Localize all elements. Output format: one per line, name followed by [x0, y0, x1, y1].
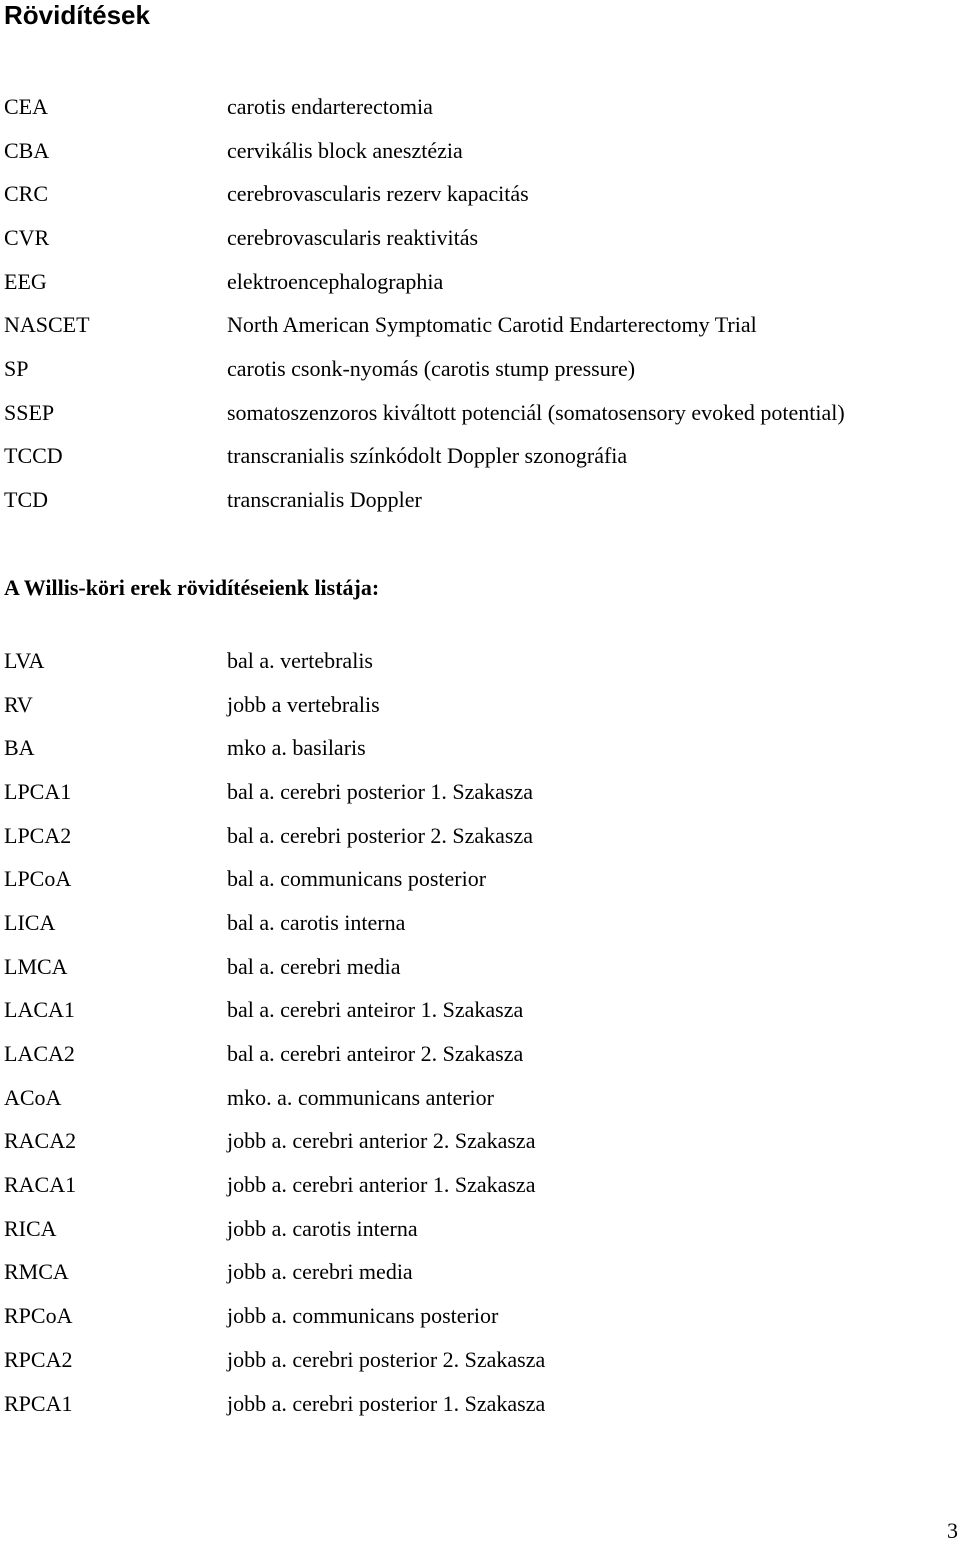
abbreviation-definition: carotis endarterectomia	[227, 93, 433, 119]
willis-row	[4, 1294, 954, 1338]
vessel-abbreviation: LPCA1	[4, 778, 72, 804]
vessel-definition: bal a. cerebri posterior 1. Szakasza	[227, 778, 534, 804]
vessel-definition: jobb a. carotis interna	[227, 1215, 418, 1241]
abbreviation-list	[4, 85, 954, 522]
abbreviation-row	[4, 478, 954, 522]
abbreviation-term: EEG	[4, 268, 47, 294]
willis-row	[4, 989, 954, 1033]
abbreviation-term: CVR	[4, 224, 50, 250]
abbreviation-row	[4, 85, 954, 129]
vessel-abbreviation: RMCA	[4, 1259, 69, 1285]
vessel-definition: jobb a. cerebri anterior 2. Szakasza	[227, 1128, 536, 1154]
vessel-abbreviation: BA	[4, 735, 35, 761]
vessel-abbreviation: LICA	[4, 909, 56, 935]
vessel-abbreviation: ACoA	[4, 1084, 62, 1110]
vessel-definition: jobb a. cerebri posterior 2. Szakasza	[227, 1346, 546, 1372]
willis-row	[4, 639, 954, 683]
vessel-definition: mko a. basilaris	[227, 735, 366, 761]
vessel-definition: jobb a. cerebri media	[227, 1259, 413, 1285]
abbreviation-term: SP	[4, 355, 29, 381]
abbreviation-definition: elektroencephalographia	[227, 268, 444, 294]
vessel-abbreviation: RV	[4, 691, 33, 717]
willis-row	[4, 770, 954, 814]
willis-row	[4, 814, 954, 858]
abbreviation-term: NASCET	[4, 312, 90, 338]
willis-row	[4, 1382, 954, 1426]
abbreviation-definition: somatoszenzoros kiváltott potenciál (somatosensory evoked potential)	[227, 399, 845, 425]
willis-row	[4, 726, 954, 770]
willis-row	[4, 1120, 954, 1164]
willis-row	[4, 1163, 954, 1207]
page-title: Rövidítések	[4, 0, 150, 30]
willis-row	[4, 1338, 954, 1382]
vessel-definition: bal a. cerebri anteiror 1. Szakasza	[227, 997, 524, 1023]
abbreviation-row	[4, 216, 954, 260]
vessel-abbreviation: RICA	[4, 1215, 57, 1241]
abbreviation-definition: transcranialis színkódolt Doppler szonográfia	[227, 443, 628, 469]
willis-row	[4, 857, 954, 901]
vessel-abbreviation: RACA2	[4, 1128, 77, 1154]
vessel-definition: bal a. vertebralis	[227, 647, 373, 673]
vessel-abbreviation: LVA	[4, 647, 45, 673]
vessel-definition: jobb a. cerebri anterior 1. Szakasza	[227, 1172, 536, 1198]
vessel-abbreviation: LPCoA	[4, 866, 72, 892]
willis-row	[4, 1251, 954, 1295]
willis-row	[4, 945, 954, 989]
vessel-abbreviation: LACA2	[4, 1041, 75, 1067]
abbreviation-term: TCD	[4, 487, 48, 513]
vessel-definition: jobb a vertebralis	[227, 691, 380, 717]
vessel-abbreviation: LACA1	[4, 997, 75, 1023]
abbreviation-row	[4, 129, 954, 173]
abbreviation-definition: North American Symptomatic Carotid Endarterectomy Trial	[227, 312, 757, 338]
abbreviation-definition: carotis csonk-nyomás (carotis stump pressure)	[227, 355, 636, 381]
abbreviation-term: CEA	[4, 93, 48, 119]
willis-abbreviation-list	[4, 639, 954, 1425]
abbreviation-term: CBA	[4, 137, 50, 163]
abbreviation-row	[4, 172, 954, 216]
vessel-abbreviation: RPCoA	[4, 1303, 73, 1329]
abbreviation-term: CRC	[4, 181, 49, 207]
vessel-abbreviation: LMCA	[4, 953, 68, 979]
vessel-definition: jobb a. cerebri posterior 1. Szakasza	[227, 1390, 546, 1416]
willis-row	[4, 1207, 954, 1251]
abbreviation-term: SSEP	[4, 399, 55, 425]
vessel-abbreviation: RPCA1	[4, 1390, 73, 1416]
vessel-abbreviation: RACA1	[4, 1172, 77, 1198]
abbreviation-row	[4, 347, 954, 391]
vessel-definition: bal a. cerebri anteiror 2. Szakasza	[227, 1041, 524, 1067]
abbreviation-row	[4, 303, 954, 347]
abbreviation-row	[4, 260, 954, 304]
vessel-abbreviation: RPCA2	[4, 1346, 73, 1372]
abbreviation-row	[4, 435, 954, 479]
willis-section-heading: A Willis-köri erek rövidítéseienk listája:	[4, 575, 380, 600]
abbreviation-row	[4, 391, 954, 435]
willis-row	[4, 1032, 954, 1076]
abbreviation-definition: cerebrovascularis rezerv kapacitás	[227, 181, 529, 207]
abbreviation-definition: transcranialis Doppler	[227, 487, 422, 513]
vessel-definition: bal a. cerebri media	[227, 953, 401, 979]
abbreviation-definition: cervikális block anesztézia	[227, 137, 463, 163]
willis-row	[4, 683, 954, 727]
page-number: 3	[947, 1518, 958, 1543]
abbreviation-definition: cerebrovascularis reaktivitás	[227, 224, 479, 250]
abbreviation-term: TCCD	[4, 443, 63, 469]
vessel-definition: bal a. carotis interna	[227, 909, 406, 935]
willis-row	[4, 1076, 954, 1120]
vessel-definition: bal a. cerebri posterior 2. Szakasza	[227, 822, 534, 848]
vessel-definition: mko. a. communicans anterior	[227, 1084, 494, 1110]
vessel-definition: jobb a. communicans posterior	[227, 1303, 499, 1329]
vessel-abbreviation: LPCA2	[4, 822, 72, 848]
willis-row	[4, 901, 954, 945]
vessel-definition: bal a. communicans posterior	[227, 866, 487, 892]
